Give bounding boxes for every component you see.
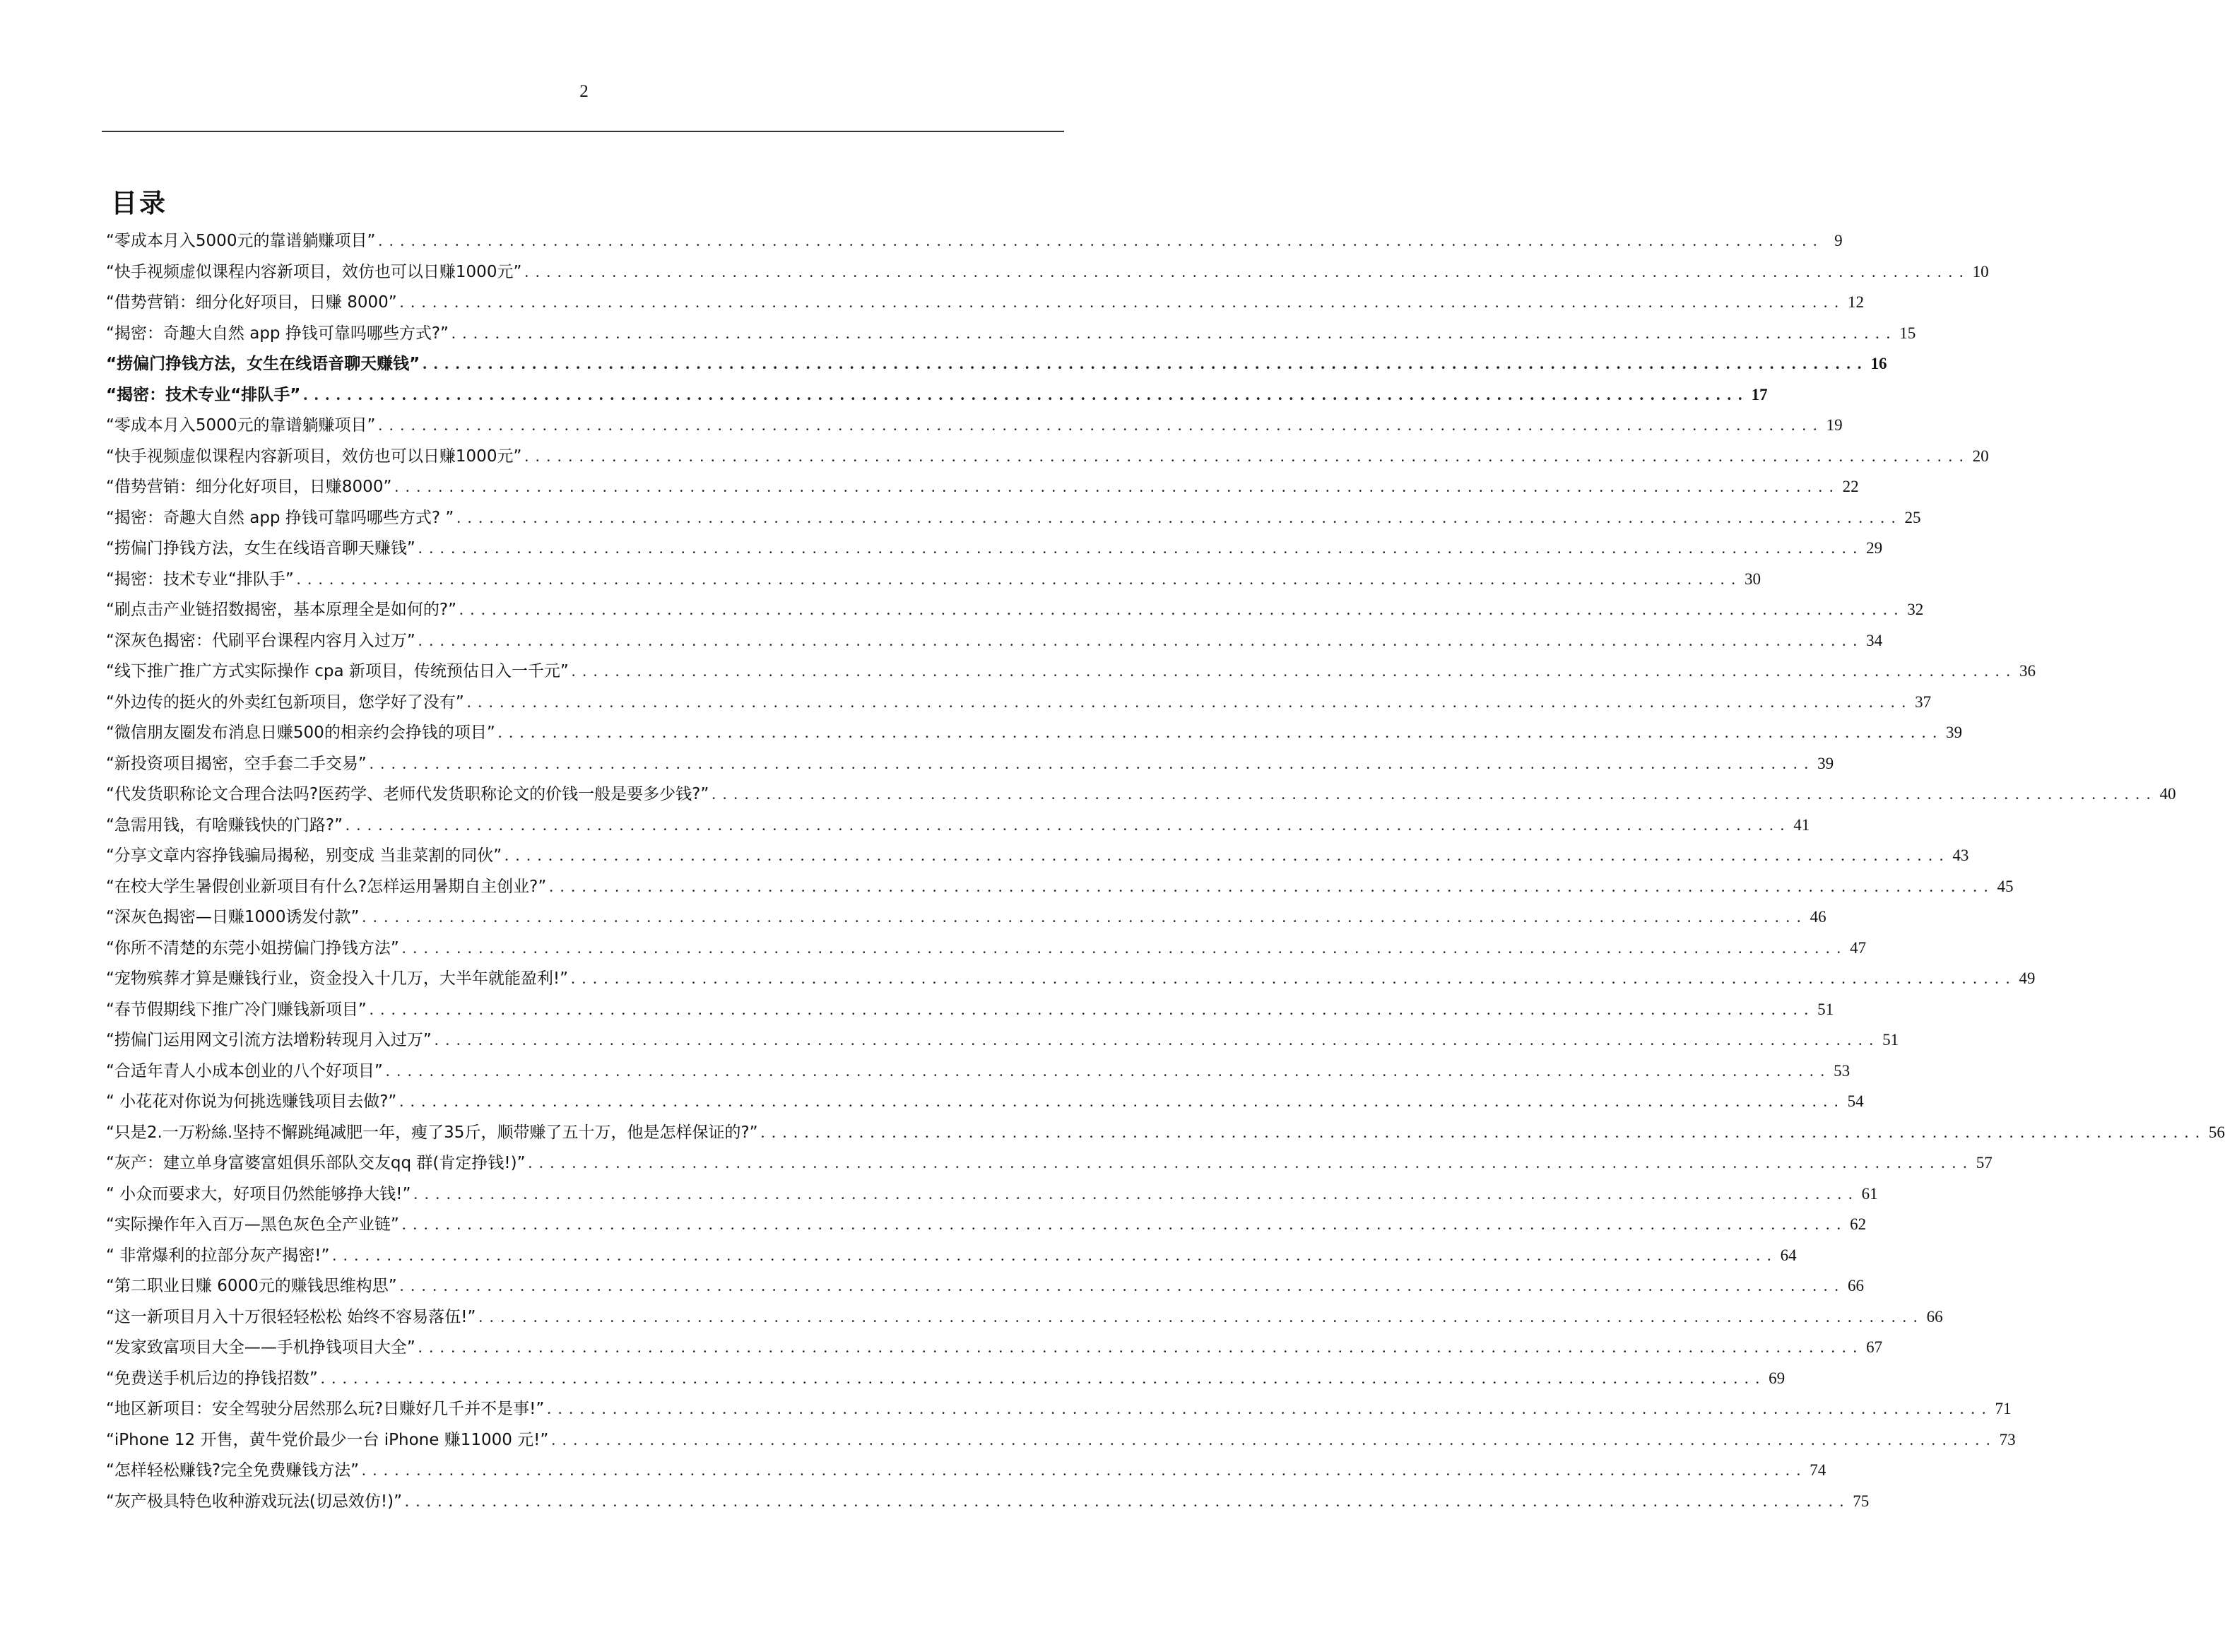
toc-entry-page: 16 [1870, 355, 1887, 372]
toc-dot-leader: . . . . . . . . . . . . . . . . . . . . . . . . . . . . . . . . . . . . . . . . . . . . . . . . . . . . . . . . . . . . . . . . . . . . . . . . . . . . . . . . . . . . . . . . . . . . . . . . . . . . . . . . . . . . . . . . . . . . . . . . . . . . . . . . . . . . [551, 1430, 1992, 1449]
toc-entry-title: “借势营销：细分化好项目，日赚 8000” [106, 293, 397, 312]
toc-entry-page: 30 [1745, 570, 1761, 588]
toc-entry-title: “零成本月入5000元的靠谱躺赚项目” [106, 416, 376, 435]
header-rule [102, 131, 1064, 132]
toc-entry-title: “捞偏门挣钱方法，女生在线语音聊天赚钱” [106, 355, 420, 373]
toc-entry-page: 39 [1817, 754, 1834, 772]
toc-dot-leader: . . . . . . . . . . . . . . . . . . . . . . . . . . . . . . . . . . . . . . . . . . . . . . . . . . . . . . . . . . . . . . . . . . . . . . . . . . . . . . . . . . . . . . . . . . . . . . . . . . . . . . . . . . . . . . . . . . . . . . . . . . . . . . . . . . . . [497, 724, 1938, 741]
toc-dot-leader: . . . . . . . . . . . . . . . . . . . . . . . . . . . . . . . . . . . . . . . . . . . . . . . . . . . . . . . . . . . . . . . . . . . . . . . . . . . . . . . . . . . . . . . . . . . . . . . . . . . . . . . . . . . . . . . . . . . . . . . . . . . . . . . . . . . . [524, 447, 1965, 465]
toc-entry-page: 75 [1853, 1492, 1870, 1510]
toc-entry-title: “实际操作年入百万—黑色灰色全产业链” [106, 1215, 399, 1234]
toc-entry[interactable] [106, 1242, 1797, 1273]
toc-entry-title: “捞偏门挣钱方法，女生在线语音聊天赚钱” [106, 539, 415, 557]
toc-entry[interactable] [106, 658, 2036, 689]
toc-entry-page: 51 [1817, 1000, 1834, 1018]
toc-dot-leader: . . . . . . . . . . . . . . . . . . . . . . . . . . . . . . . . . . . . . . . . . . . . . . . . . . . . . . . . . . . . . . . . . . . . . . . . . . . . . . . . . . . . . . . . . . . . . . . . . . . . . . . . . . . . . . . . . . . . . . . . . . . . . . . . . . . . [378, 416, 1819, 434]
toc-entry-title: “春节假期线下推广冷门赚钱新项目” [106, 1000, 367, 1019]
toc-entry-page: 54 [1847, 1092, 1864, 1110]
toc-dot-leader: . . . . . . . . . . . . . . . . . . . . . . . . . . . . . . . . . . . . . . . . . . . . . . . . . . . . . . . . . . . . . . . . . . . . . . . . . . . . . . . . . . . . . . . . . . . . . . . . . . . . . . . . . . . . . . . . . . . . . . . . . . . . . . . . . . . . [418, 539, 1859, 557]
toc-dot-leader: . . . . . . . . . . . . . . . . . . . . . . . . . . . . . . . . . . . . . . . . . . . . . . . . . . . . . . . . . . . . . . . . . . . . . . . . . . . . . . . . . . . . . . . . . . . . . . . . . . . . . . . . . . . . . . . . . . . . . . . . . . . . . . . . . . . . [571, 969, 2012, 987]
toc-entry[interactable] [106, 1088, 1864, 1119]
toc-dot-leader: . . . . . . . . . . . . . . . . . . . . . . . . . . . . . . . . . . . . . . . . . . . . . . . . . . . . . . . . . . . . . . . . . . . . . . . . . . . . . . . . . . . . . . . . . . . . . . . . . . . . . . . . . . . . . . . . . . . . . . . . . . . . . . . . . . . . [346, 815, 1786, 834]
toc-entry[interactable] [106, 1058, 1851, 1089]
toc-entry-title: “代发货职称论文合理合法吗?医药学、老师代发货职称论文的价钱一般是要多少钱?” [106, 785, 709, 803]
toc-entry-page: 71 [1995, 1400, 2012, 1417]
toc-entry-page: 15 [1899, 324, 1916, 342]
toc-entry[interactable] [106, 781, 2176, 812]
toc-entry-title: “你所不清楚的东莞小姐捞偏门挣钱方法” [106, 938, 399, 957]
toc-entry-page: 10 [1972, 262, 1989, 281]
toc-entry[interactable] [106, 473, 1859, 505]
toc-dot-leader: . . . . . . . . . . . . . . . . . . . . . . . . . . . . . . . . . . . . . . . . . . . . . . . . . . . . . . . . . . . . . . . . . . . . . . . . . . . . . . . . . . . . . . . . . . . . . . . . . . . . . . . . . . . . . . . . . . . . . . . . . . . . . . . . . . . . [401, 1215, 1843, 1233]
toc-entry-page: 45 [1997, 877, 2014, 895]
toc-dot-leader: . . . . . . . . . . . . . . . . . . . . . . . . . . . . . . . . . . . . . . . . . . . . . . . . . . . . . . . . . . . . . . . . . . . . . . . . . . . . . . . . . . . . . . . . . . . . . . . . . . . . . . . . . . . . . . . . . . . . . . . . . . . . . . . . . . . . [413, 1184, 1854, 1203]
toc-dot-leader: . . . . . . . . . . . . . . . . . . . . . . . . . . . . . . . . . . . . . . . . . . . . . . . . . . . . . . . . . . . . . . . . . . . . . . . . . . . . . . . . . . . . . . . . . . . . . . . . . . . . . . . . . . . . . . . . . . . . . . . . . . . . . . . . . . . . [399, 1277, 1840, 1294]
toc-entry-title: “第二职业日赚 6000元的赚钱思维构思” [106, 1277, 397, 1295]
toc-dot-leader: . . . . . . . . . . . . . . . . . . . . . . . . . . . . . . . . . . . . . . . . . . . . . . . . . . . . . . . . . . . . . . . . . . . . . . . . . . . . . . . . . . . . . . . . . . . . . . . . . . . . . . . . . . . . . . . . . . . . . . . . . . . . . . . . . . . . [451, 324, 1892, 342]
toc-entry[interactable] [106, 228, 1843, 259]
toc-dot-leader: . . . . . . . . . . . . . . . . . . . . . . . . . . . . . . . . . . . . . . . . . . . . . . . . . . . . . . . . . . . . . . . . . . . . . . . . . . . . . . . . . . . . . . . . . . . . . . . . . . . . . . . . . . . . . . . . . . . . . . . . . . . . . . . . . . . . [456, 508, 1897, 526]
toc-entry-title: “深灰色揭密：代刷平台课程内容月入过万” [106, 631, 415, 650]
toc-entry[interactable] [106, 350, 1887, 382]
toc-entry-page: 73 [1999, 1430, 2016, 1449]
toc-dot-leader: . . . . . . . . . . . . . . . . . . . . . . . . . . . . . . . . . . . . . . . . . . . . . . . . . . . . . . . . . . . . . . . . . . . . . . . . . . . . . . . . . . . . . . . . . . . . . . . . . . . . . . . . . . . . . . . . . . . . . . . . . . . . . . . . . . . . [478, 1307, 1919, 1326]
toc-entry-title: “快手视频虚似课程内容新项目，效仿也可以日赚1000元” [106, 447, 522, 466]
toc-entry[interactable] [106, 842, 1969, 873]
toc-entry-page: 56 [2208, 1123, 2225, 1141]
toc-entry-page: 51 [1882, 1031, 1899, 1049]
toc-entry-title: “分享文章内容挣钱骗局揭秘，别变成 当韭菜割的同伙” [106, 846, 502, 865]
toc-entry-title: “揭密：奇趣大自然 app 挣钱可靠吗哪些方式?” [106, 324, 449, 343]
toc-entry[interactable] [106, 1334, 1883, 1365]
toc-entry[interactable] [106, 596, 1924, 627]
toc-entry-title: “灰产：建立单身富婆富姐俱乐部队交友qq 群(肯定挣钱!)” [106, 1154, 526, 1172]
toc-dot-leader: . . . . . . . . . . . . . . . . . . . . . . . . . . . . . . . . . . . . . . . . . . . . . . . . . . . . . . . . . . . . . . . . . . . . . . . . . . . . . . . . . . . . . . . . . . . . . . . . . . . . . . . . . . . . . . . . . . . . . . . . . . . . . . . . . . . . [405, 1492, 1846, 1510]
toc-entry-page: 20 [1972, 447, 1989, 465]
page-number: 2 [579, 82, 589, 101]
toc-dot-leader: . . . . . . . . . . . . . . . . . . . . . . . . . . . . . . . . . . . . . . . . . . . . . . . . . . . . . . . . . . . . . . . . . . . . . . . . . . . . . . . . . . . . . . . . . . . . . . . . . . . . . . . . . . . . . . . . . . . . . . . . . . . . . . . . . . . . [549, 877, 1990, 895]
toc-entry[interactable] [106, 627, 1883, 659]
toc-entry-page: 74 [1810, 1461, 1826, 1479]
toc-dot-leader: . . . . . . . . . . . . . . . . . . . . . . . . . . . . . . . . . . . . . . . . . . . . . . . . . . . . . . . . . . . . . . . . . . . . . . . . . . . . . . . . . . . . . . . . . . . . . . . . . . . . . . . . . . . . . . . . . . . . . . . . . . . . . . . . . . . . [296, 570, 1737, 588]
table-of-contents [106, 228, 2225, 1518]
toc-entry-page: 64 [1780, 1246, 1797, 1264]
toc-entry[interactable] [106, 320, 1916, 351]
toc-dot-leader: . . . . . . . . . . . . . . . . . . . . . . . . . . . . . . . . . . . . . . . . . . . . . . . . . . . . . . . . . . . . . . . . . . . . . . . . . . . . . . . . . . . . . . . . . . . . . . . . . . . . . . . . . . . . . . . . . . . . . . . . . . . . . . . . . . . . [385, 1061, 1826, 1080]
toc-entry-page: 43 [1952, 846, 1969, 864]
toc-entry[interactable] [106, 812, 1810, 843]
toc-entry-page: 46 [1810, 908, 1826, 926]
toc-dot-leader: . . . . . . . . . . . . . . . . . . . . . . . . . . . . . . . . . . . . . . . . . . . . . . . . . . . . . . . . . . . . . . . . . . . . . . . . . . . . . . . . . . . . . . . . . . . . . . . . . . . . . . . . . . . . . . . . . . . . . . . . . . . . . . . . . . . . [369, 754, 1810, 772]
toc-dot-leader: . . . . . . . . . . . . . . . . . . . . . . . . . . . . . . . . . . . . . . . . . . . . . . . . . . . . . . . . . . . . . . . . . . . . . . . . . . . . . . . . . . . . . . . . . . . . . . . . . . . . . . . . . . . . . . . . . . . . . . . . . . . . . . . . . . . . [378, 232, 1819, 249]
toc-dot-leader: . . . . . . . . . . . . . . . . . . . . . . . . . . . . . . . . . . . . . . . . . . . . . . . . . . . . . . . . . . . . . . . . . . . . . . . . . . . . . . . . . . . . . . . . . . . . . . . . . . . . . . . . . . . . . . . . . . . . . . . . . . . . . . . . . . . . [394, 478, 1835, 495]
toc-dot-leader: . . . . . . . . . . . . . . . . . . . . . . . . . . . . . . . . . . . . . . . . . . . . . . . . . . . . . . . . . . . . . . . . . . . . . . . . . . . . . . . . . . . . . . . . . . . . . . . . . . . . . . . . . . . . . . . . . . . . . . . . . . . . . . . . . . . . [320, 1369, 1761, 1387]
toc-dot-leader: . . . . . . . . . . . . . . . . . . . . . . . . . . . . . . . . . . . . . . . . . . . . . . . . . . . . . . . . . . . . . . . . . . . . . . . . . . . . . . . . . . . . . . . . . . . . . . . . . . . . . . . . . . . . . . . . . . . . . . . . . . . . . . . . . . . . [712, 785, 2152, 803]
toc-entry-title: “揭密：奇趣大自然 app 挣钱可靠吗哪些方式? ” [106, 508, 454, 527]
toc-dot-leader: . . . . . . . . . . . . . . . . . . . . . . . . . . . . . . . . . . . . . . . . . . . . . . . . . . . . . . . . . . . . . . . . . . . . . . . . . . . . . . . . . . . . . . . . . . . . . . . . . . . . . . . . . . . . . . . . . . . . . . . . . . . . . . . . . . . . [760, 1123, 2201, 1141]
toc-entry-title: “零成本月入5000元的靠谱躺赚项目” [106, 232, 376, 250]
toc-entry-page: 40 [2159, 785, 2176, 803]
toc-entry-page: 9 [1834, 232, 1843, 249]
toc-entry-title: “这一新项目月入十万很轻轻松松 始终不容易落伍!” [106, 1307, 476, 1326]
toc-entry[interactable] [106, 505, 1921, 536]
toc-entry-title: “在校大学生暑假创业新项目有什么?怎样运用暑期自主创业?” [106, 877, 547, 896]
toc-entry[interactable] [106, 1457, 1826, 1488]
toc-dot-leader: . . . . . . . . . . . . . . . . . . . . . . . . . . . . . . . . . . . . . . . . . . . . . . . . . . . . . . . . . . . . . . . . . . . . . . . . . . . . . . . . . . . . . . . . . . . . . . . . . . . . . . . . . . . . . . . . . . . . . . . . . . . . . . . . . . . . [571, 662, 2012, 680]
toc-entry-page: 36 [2019, 662, 2036, 680]
toc-entry-page: 22 [1842, 478, 1859, 495]
toc-entry-title: “微信朋友圈发布消息日赚500的相亲约会挣钱的项目” [106, 724, 495, 742]
toc-entry-page: 49 [2019, 969, 2036, 987]
toc-dot-leader: . . . . . . . . . . . . . . . . . . . . . . . . . . . . . . . . . . . . . . . . . . . . . . . . . . . . . . . . . . . . . . . . . . . . . . . . . . . . . . . . . . . . . . . . . . . . . . . . . . . . . . . . . . . . . . . . . . . . . . . . . . . . . . . . . . . . [401, 938, 1843, 957]
toc-dot-leader: . . . . . . . . . . . . . . . . . . . . . . . . . . . . . . . . . . . . . . . . . . . . . . . . . . . . . . . . . . . . . . . . . . . . . . . . . . . . . . . . . . . . . . . . . . . . . . . . . . . . . . . . . . . . . . . . . . . . . . . . . . . . . . . . . . . . [466, 692, 1908, 711]
toc-entry-title: “揭密：技术专业“排队手” [106, 385, 301, 404]
toc-entry-page: 37 [1915, 692, 1932, 711]
toc-entry-page: 62 [1850, 1215, 1867, 1233]
toc-entry-title: “急需用钱，有啥赚钱快的门路?” [106, 815, 343, 834]
toc-entry[interactable] [106, 1119, 2225, 1150]
toc-entry[interactable] [106, 412, 1843, 443]
toc-entry[interactable] [106, 443, 1989, 474]
toc-entry-title: “免费送手机后边的挣钱招数” [106, 1369, 318, 1388]
toc-entry-page: 47 [1850, 938, 1867, 957]
toc-dot-leader: . . . . . . . . . . . . . . . . . . . . . . . . . . . . . . . . . . . . . . . . . . . . . . . . . . . . . . . . . . . . . . . . . . . . . . . . . . . . . . . . . . . . . . . . . . . . . . . . . . . . . . . . . . . . . . . . . . . . . . . . . . . . . . . . . . . . [399, 1092, 1840, 1110]
toc-entry-page: 39 [1945, 724, 1962, 741]
toc-entry-title: “合适年青人小成本创业的八个好项目” [106, 1061, 383, 1080]
toc-entry[interactable] [106, 1027, 1899, 1058]
toc-entry[interactable] [106, 1181, 1878, 1212]
toc-dot-leader: . . . . . . . . . . . . . . . . . . . . . . . . . . . . . . . . . . . . . . . . . . . . . . . . . . . . . . . . . . . . . . . . . . . . . . . . . . . . . . . . . . . . . . . . . . . . . . . . . . . . . . . . . . . . . . . . . . . . . . . . . . . . . . . . . . . . [418, 631, 1859, 649]
toc-entry-title: “线下推广推广方式实际操作 cpa 新项目，传统预估日入一千元” [106, 662, 569, 680]
toc-dot-leader: . . . . . . . . . . . . . . . . . . . . . . . . . . . . . . . . . . . . . . . . . . . . . . . . . . . . . . . . . . . . . . . . . . . . . . . . . . . . . . . . . . . . . . . . . . . . . . . . . . . . . . . . . . . . . . . . . . . . . . . . . . . . . . . . . . . . [362, 1461, 1802, 1479]
toc-entry-title: “外边传的挺火的外卖红包新项目，您学好了没有” [106, 692, 464, 712]
toc-entry-page: 12 [1847, 293, 1864, 311]
toc-dot-leader: . . . . . . . . . . . . . . . . . . . . . . . . . . . . . . . . . . . . . . . . . . . . . . . . . . . . . . . . . . . . . . . . . . . . . . . . . . . . . . . . . . . . . . . . . . . . . . . . . . . . . . . . . . . . . . . . . . . . . . . . . . . . . . . . . . . . [524, 262, 1965, 281]
toc-entry-title: “怎样轻松赚钱?完全免费赚钱方法” [106, 1461, 360, 1480]
toc-entry-page: 19 [1826, 416, 1843, 434]
toc-entry-title: “地区新项目：安全驾驶分居然那么玩?日赚好几千并不是事!” [106, 1400, 545, 1418]
toc-entry[interactable] [106, 1488, 1870, 1519]
toc-entry[interactable] [106, 1396, 2012, 1427]
toc-entry[interactable] [106, 935, 1867, 966]
toc-entry-page: 66 [1847, 1277, 1864, 1294]
toc-entry-title: “只是2.一万粉絲.坚持不懈跳绳减肥一年，瘦了35斤，顺带赚了五十万，他是怎样保证的?” [106, 1123, 758, 1142]
toc-dot-leader: . . . . . . . . . . . . . . . . . . . . . . . . . . . . . . . . . . . . . . . . . . . . . . . . . . . . . . . . . . . . . . . . . . . . . . . . . . . . . . . . . . . . . . . . . . . . . . . . . . . . . . . . . . . . . . . . . . . . . . . . . . . . . . . . . . . . [369, 1000, 1810, 1018]
toc-entry-page: 25 [1904, 508, 1921, 526]
toc-dot-leader: . . . . . . . . . . . . . . . . . . . . . . . . . . . . . . . . . . . . . . . . . . . . . . . . . . . . . . . . . . . . . . . . . . . . . . . . . . . . . . . . . . . . . . . . . . . . . . . . . . . . . . . . . . . . . . . . . . . . . . . . . . . . . . . . . . . . [459, 601, 1900, 618]
toc-entry-title: “揭密：技术专业“排队手” [106, 570, 294, 589]
toc-entry-title: “ 非常爆利的拉部分灰产揭密!” [106, 1246, 330, 1265]
toc-dot-leader: . . . . . . . . . . . . . . . . . . . . . . . . . . . . . . . . . . . . . . . . . . . . . . . . . . . . . . . . . . . . . . . . . . . . . . . . . . . . . . . . . . . . . . . . . . . . . . . . . . . . . . . . . . . . . . . . . . . . . . . . . . . . . . . . . . . . [434, 1031, 1875, 1049]
toc-entry[interactable] [106, 1304, 1943, 1335]
toc-entry-page: 17 [1751, 385, 1768, 403]
toc-entry-title: “宠物殡葬才算是赚钱行业，资金投入十几万，大半年就能盈利!” [106, 969, 569, 988]
toc-entry[interactable] [106, 1427, 2016, 1458]
toc-entry[interactable] [106, 996, 1834, 1027]
toc-entry[interactable] [106, 566, 1761, 597]
toc-entry-title: “深灰色揭密—日赚1000诱发付款” [106, 908, 360, 926]
toc-entry-page: 41 [1793, 815, 1810, 834]
toc-dot-leader: . . . . . . . . . . . . . . . . . . . . . . . . . . . . . . . . . . . . . . . . . . . . . . . . . . . . . . . . . . . . . . . . . . . . . . . . . . . . . . . . . . . . . . . . . . . . . . . . . . . . . . . . . . . . . . . . . . . . . . . . . . . . . . . . . . . . [504, 846, 1945, 864]
toc-dot-leader: . . . . . . . . . . . . . . . . . . . . . . . . . . . . . . . . . . . . . . . . . . . . . . . . . . . . . . . . . . . . . . . . . . . . . . . . . . . . . . . . . . . . . . . . . . . . . . . . . . . . . . . . . . . . . . . . . . . . . . . . . . . . . . . . . . . . [303, 385, 1744, 403]
toc-dot-leader: . . . . . . . . . . . . . . . . . . . . . . . . . . . . . . . . . . . . . . . . . . . . . . . . . . . . . . . . . . . . . . . . . . . . . . . . . . . . . . . . . . . . . . . . . . . . . . . . . . . . . . . . . . . . . . . . . . . . . . . . . . . . . . . . . . . . [418, 1338, 1859, 1356]
toc-entry-title: “发家致富项目大全——手机挣钱项目大全” [106, 1338, 415, 1357]
toc-entry-page: 61 [1861, 1184, 1878, 1203]
toc-entry-page: 34 [1866, 631, 1883, 649]
toc-entry-title: “捞偏门运用网文引流方法增粉转现月入过万” [106, 1031, 432, 1049]
toc-entry-page: 32 [1907, 601, 1924, 618]
toc-entry[interactable] [106, 904, 1826, 935]
toc-entry-page: 69 [1769, 1369, 1786, 1387]
toc-entry[interactable] [106, 750, 1834, 781]
toc-entry[interactable] [106, 873, 2014, 904]
toc-entry[interactable] [106, 382, 1768, 413]
toc-entry-title: “快手视频虚似课程内容新项目，效仿也可以日赚1000元” [106, 262, 522, 281]
toc-entry-page: 57 [1976, 1154, 1993, 1172]
toc-entry[interactable] [106, 1273, 1864, 1304]
toc-dot-leader: . . . . . . . . . . . . . . . . . . . . . . . . . . . . . . . . . . . . . . . . . . . . . . . . . . . . . . . . . . . . . . . . . . . . . . . . . . . . . . . . . . . . . . . . . . . . . . . . . . . . . . . . . . . . . . . . . . . . . . . . . . . . . . . . . . . . [399, 293, 1840, 311]
toc-entry[interactable] [106, 535, 1883, 566]
toc-entry[interactable] [106, 689, 1932, 720]
toc-entry[interactable] [106, 965, 2036, 996]
toc-entry-title: “借势营销：细分化好项目，日赚8000” [106, 478, 392, 496]
toc-dot-leader: . . . . . . . . . . . . . . . . . . . . . . . . . . . . . . . . . . . . . . . . . . . . . . . . . . . . . . . . . . . . . . . . . . . . . . . . . . . . . . . . . . . . . . . . . . . . . . . . . . . . . . . . . . . . . . . . . . . . . . . . . . . . . . . . . . . . [547, 1400, 1988, 1417]
toc-dot-leader: . . . . . . . . . . . . . . . . . . . . . . . . . . . . . . . . . . . . . . . . . . . . . . . . . . . . . . . . . . . . . . . . . . . . . . . . . . . . . . . . . . . . . . . . . . . . . . . . . . . . . . . . . . . . . . . . . . . . . . . . . . . . . . . . . . . . [332, 1246, 1773, 1264]
toc-entry[interactable] [106, 289, 1864, 320]
toc-entry-title: “ 小众而要求大，好项目仍然能够挣大钱!” [106, 1184, 411, 1203]
toc-entry-page: 66 [1926, 1307, 1943, 1326]
toc-dot-leader: . . . . . . . . . . . . . . . . . . . . . . . . . . . . . . . . . . . . . . . . . . . . . . . . . . . . . . . . . . . . . . . . . . . . . . . . . . . . . . . . . . . . . . . . . . . . . . . . . . . . . . . . . . . . . . . . . . . . . . . . . . . . . . . . . . . . [362, 908, 1802, 926]
toc-dot-leader: . . . . . . . . . . . . . . . . . . . . . . . . . . . . . . . . . . . . . . . . . . . . . . . . . . . . . . . . . . . . . . . . . . . . . . . . . . . . . . . . . . . . . . . . . . . . . . . . . . . . . . . . . . . . . . . . . . . . . . . . . . . . . . . . . . . . [423, 355, 1863, 372]
toc-entry-page: 67 [1866, 1338, 1883, 1356]
toc-entry[interactable] [106, 1150, 1993, 1181]
toc-entry[interactable] [106, 1365, 1786, 1396]
toc-entry-page: 53 [1834, 1061, 1851, 1080]
toc-title: 目录 [111, 188, 167, 218]
toc-dot-leader: . . . . . . . . . . . . . . . . . . . . . . . . . . . . . . . . . . . . . . . . . . . . . . . . . . . . . . . . . . . . . . . . . . . . . . . . . . . . . . . . . . . . . . . . . . . . . . . . . . . . . . . . . . . . . . . . . . . . . . . . . . . . . . . . . . . . [528, 1154, 1969, 1172]
toc-entry-title: “灰产极具特色收种游戏玩法(切忌效仿!)” [106, 1492, 402, 1511]
toc-entry-title: “刷点击产业链招数揭密，基本原理全是如何的?” [106, 601, 457, 619]
toc-entry[interactable] [106, 259, 1989, 290]
toc-entry-title: “新投资项目揭密，空手套二手交易” [106, 754, 367, 773]
toc-entry[interactable] [106, 719, 1962, 750]
toc-entry-title: “ 小花花对你说为何挑选赚钱项目去做?” [106, 1092, 397, 1111]
toc-entry-page: 29 [1866, 539, 1883, 557]
toc-entry[interactable] [106, 1211, 1867, 1242]
toc-entry-title: “iPhone 12 开售，黄牛党价最少一台 iPhone 赚11000 元!” [106, 1430, 549, 1449]
